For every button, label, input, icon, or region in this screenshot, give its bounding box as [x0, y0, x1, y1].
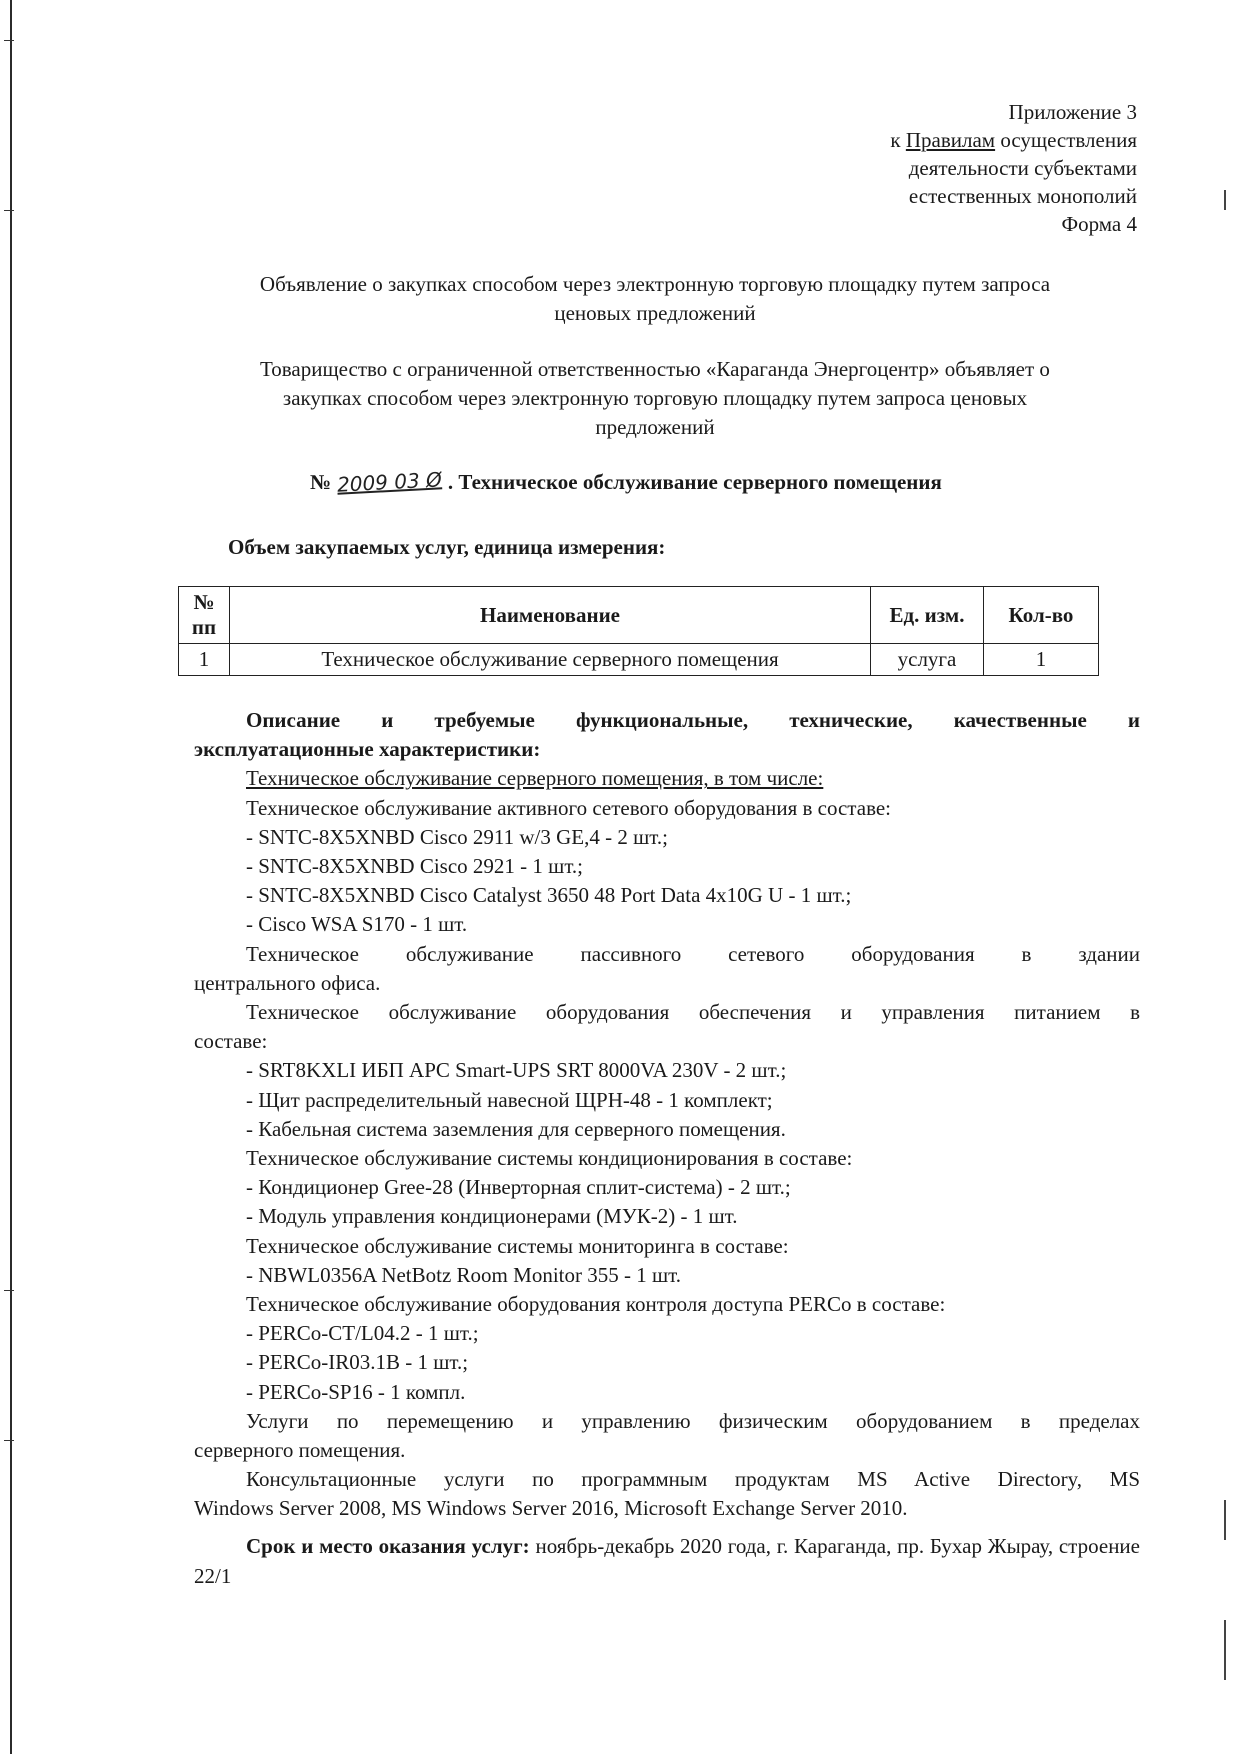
- list-item: - Кабельная система заземления для серверного помещения.: [246, 1116, 786, 1141]
- list-item: - SNTC-8X5XNBD Cisco 2911 w/3 GE,4 - 2 шт.;: [246, 824, 668, 849]
- title-line: Объявление о закупках способом через электронную торговую площадку путем запроса: [259, 272, 1051, 296]
- volume-table: [178, 586, 1099, 676]
- header-num-line: №: [193, 590, 215, 614]
- header-name: Наименование: [230, 587, 871, 644]
- service-term: [194, 1531, 1140, 1591]
- list-item: - PERCo-IR03.1B - 1 шт.;: [246, 1350, 469, 1375]
- volume-heading: Объем закупаемых услуг, единица измерения:: [228, 535, 666, 559]
- table-header-row: [179, 587, 1099, 644]
- scan-mark: [4, 210, 14, 211]
- access-control-title: Техническое обслуживание оборудования контроля доступа PERCo в составе:: [246, 1292, 946, 1317]
- list-item: - SNTC-8X5XNBD Cisco 2921 - 1 шт.;: [246, 854, 584, 879]
- list-item: - PERCo-CT/L04.2 - 1 шт.;: [246, 1321, 479, 1346]
- cell-unit: услуга: [871, 644, 984, 676]
- appendix-line: деятельности субъектами: [908, 156, 1137, 180]
- header-qty: Кол-во: [984, 587, 1099, 644]
- appendix-line: Приложение 3: [1008, 100, 1137, 124]
- ac-system-title: Техническое обслуживание системы кондиционирования в составе:: [246, 1146, 853, 1171]
- cell-name: Техническое обслуживание серверного помещения: [230, 644, 871, 676]
- consulting-line: Windows Server 2008, MS Windows Server 2016, Microsoft Exchange Server 2010.: [194, 1496, 908, 1521]
- form-number: Форма 4: [1061, 212, 1137, 236]
- list-item: - NBWL0356A NetBotz Room Monitor 355 - 1 шт.: [246, 1262, 681, 1287]
- list-item: - PERCo-SP16 - 1 компл.: [246, 1379, 466, 1404]
- company-line: закупках способом через электронную торговую площадку путем запроса ценовых: [282, 386, 1028, 410]
- list-item: - Модуль управления кондиционерами (МУК-2) - 1 шт.: [246, 1204, 738, 1229]
- active-equipment-title: Техническое обслуживание активного сетевого оборудования в составе:: [246, 795, 892, 820]
- scan-mark: [1224, 1500, 1226, 1540]
- company-announcement: [190, 355, 1120, 442]
- term-text: ноябрь-декабрь 2020 года, г. Караганда, пр. Бухар Жырау, строение 22/1: [194, 1534, 1140, 1588]
- description-intro: Техническое обслуживание серверного помещения, в том числе:: [246, 766, 824, 791]
- company-line: Товарищество с ограниченной ответственностью «Караганда Энергоцентр» объявляет о: [260, 357, 1050, 381]
- company-line: предложений: [595, 415, 715, 439]
- appendix-header: [890, 98, 1137, 238]
- list-item: - Кондиционер Gree-28 (Инверторная сплит-система) - 2 шт.;: [246, 1175, 791, 1200]
- title-line: ценовых предложений: [554, 301, 756, 325]
- handwritten-number: 2009 03 Ø: [336, 467, 443, 497]
- term-label: Срок и место оказания услуг:: [246, 1534, 530, 1558]
- description-heading-cont: эксплуатационные характеристики:: [194, 737, 541, 762]
- number-sign: №: [310, 470, 332, 494]
- procurement-name: . Техническое обслуживание серверного помещения: [447, 470, 942, 494]
- appendix-prefix: к: [890, 128, 906, 152]
- scan-mark: [1224, 1620, 1226, 1680]
- appendix-line: [890, 126, 1137, 154]
- rules-link[interactable]: Правилам: [905, 128, 996, 152]
- appendix-line: естественных монополий: [908, 184, 1137, 208]
- scan-mark: [1224, 190, 1226, 210]
- procurement-title: [310, 467, 942, 497]
- list-item: - Щит распределительный навесной ЩРН-48 - 1 комплект;: [246, 1087, 773, 1112]
- scan-mark: [4, 1290, 14, 1291]
- header-num-line: пп: [191, 615, 217, 639]
- passive-equipment-line: Техническое обслуживание пассивного сетевого оборудования в здании: [246, 941, 1140, 966]
- header-unit: Ед. изм.: [871, 587, 984, 644]
- list-item: - Cisco WSA S170 - 1 шт.: [246, 912, 468, 937]
- cell-qty: 1: [984, 644, 1099, 676]
- description-section: [194, 706, 1140, 1524]
- list-item: - SRT8KXLI ИБП APC Smart-UPS SRT 8000VA 230V - 2 шт.;: [246, 1058, 787, 1083]
- relocation-line: серверного помещения.: [194, 1438, 406, 1463]
- power-equipment-line: Техническое обслуживание оборудования обеспечения и управления питанием в: [246, 1000, 1140, 1025]
- consulting-line: Консультационные услуги по программным продуктам MS Active Directory, MS: [246, 1467, 1140, 1492]
- scan-mark: [4, 1440, 14, 1441]
- list-item: - SNTC-8X5XNBD Cisco Catalyst 3650 48 Port Data 4x10G U - 1 шт.;: [246, 883, 852, 908]
- power-equipment-line: составе:: [194, 1029, 268, 1054]
- monitoring-title: Техническое обслуживание системы мониторинга в составе:: [246, 1233, 789, 1258]
- appendix-suffix: осуществления: [995, 128, 1137, 152]
- table-row: [179, 644, 1099, 676]
- cell-num: 1: [179, 644, 230, 676]
- scan-mark: [4, 40, 14, 41]
- passive-equipment-line: центрального офиса.: [194, 970, 381, 995]
- scan-edge-line: [10, 0, 12, 1754]
- relocation-line: Услуги по перемещению и управлению физическим оборудованием в пределах: [246, 1408, 1140, 1433]
- description-heading: Описание и требуемые функциональные, технические, качественные и: [246, 708, 1140, 732]
- announcement-title: [190, 270, 1120, 328]
- header-num: [179, 587, 230, 644]
